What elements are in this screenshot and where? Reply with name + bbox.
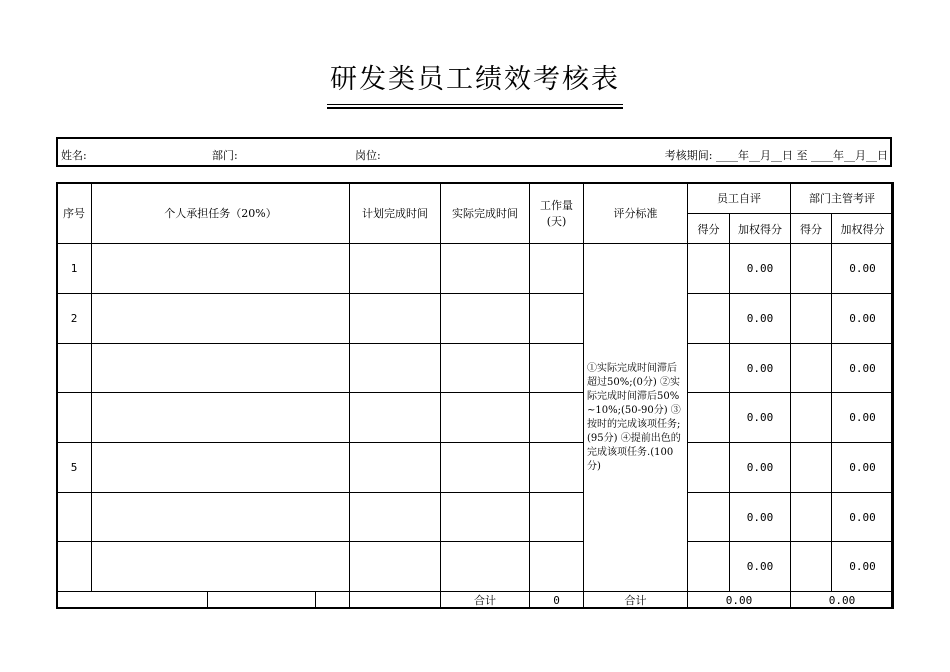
mgr-weighted-cell: 0.00 (832, 294, 894, 344)
actual-cell[interactable] (441, 393, 530, 443)
row-seq (57, 493, 92, 542)
self-score-cell[interactable] (688, 493, 730, 542)
mgr-weighted-cell: 0.00 (832, 244, 894, 294)
header-workload-unit: (天) (546, 215, 567, 228)
table-row (57, 493, 894, 542)
table-row (57, 294, 894, 344)
self-weighted-cell: 0.00 (730, 294, 791, 344)
actual-cell[interactable] (441, 542, 530, 592)
table-row (57, 443, 894, 493)
table-row (57, 244, 894, 294)
header-mgr-weighted: 加权得分 (832, 214, 894, 244)
workload-cell[interactable] (530, 443, 584, 493)
header-row-1 (57, 183, 894, 214)
total-blank-b (208, 592, 316, 609)
task-cell[interactable] (92, 443, 350, 493)
info-bar (56, 137, 892, 167)
criteria-text: ①实际完成时间滞后超过50%;(0分) ②实际完成时间滞后50%~10%;(50-90分) ③按时的完成该项任务;(95分) ④提前出色的完成该项任务.(100分) (584, 244, 688, 592)
task-cell[interactable] (92, 244, 350, 294)
actual-cell[interactable] (441, 344, 530, 393)
post-label: 岗位: (355, 149, 381, 162)
row-seq: 2 (57, 294, 92, 344)
self-weighted-cell: 0.00 (730, 493, 791, 542)
self-score-cell[interactable] (688, 542, 730, 592)
header-planned: 计划完成时间 (350, 183, 441, 244)
header-workload (530, 183, 584, 244)
performance-table (56, 182, 894, 609)
row-seq: 1 (57, 244, 92, 294)
self-score-cell[interactable] (688, 244, 730, 294)
header-mgr-eval: 部门主管考评 (791, 183, 894, 214)
header-self-score: 得分 (688, 214, 730, 244)
row-seq: 5 (57, 443, 92, 493)
workload-cell[interactable] (530, 294, 584, 344)
self-weighted-cell: 0.00 (730, 244, 791, 294)
mgr-weighted-cell: 0.00 (832, 493, 894, 542)
table-row (57, 344, 894, 393)
actual-cell[interactable] (441, 244, 530, 294)
form-title: 研发类员工绩效考核表 (330, 64, 620, 95)
table-row (57, 393, 894, 443)
header-task: 个人承担任务（20%） (92, 183, 350, 244)
header-mgr-score: 得分 (791, 214, 832, 244)
header-seq: 序号 (57, 183, 92, 244)
task-cell[interactable] (92, 344, 350, 393)
workload-cell[interactable] (530, 244, 584, 294)
task-cell[interactable] (92, 393, 350, 443)
actual-cell[interactable] (441, 294, 530, 344)
total-label: 合计 (441, 592, 530, 609)
total-label-2: 合计 (584, 592, 688, 609)
header-actual: 实际完成时间 (441, 183, 530, 244)
planned-cell[interactable] (350, 344, 441, 393)
mgr-weighted-cell: 0.00 (832, 443, 894, 493)
workload-cell[interactable] (530, 393, 584, 443)
self-total: 0.00 (688, 592, 791, 609)
actual-cell[interactable] (441, 493, 530, 542)
workload-cell[interactable] (530, 493, 584, 542)
self-weighted-cell: 0.00 (730, 443, 791, 493)
workload-cell[interactable] (530, 542, 584, 592)
total-blank-a (57, 592, 208, 609)
mgr-total: 0.00 (791, 592, 894, 609)
row-seq (57, 542, 92, 592)
self-score-cell[interactable] (688, 344, 730, 393)
mgr-score-cell[interactable] (791, 344, 832, 393)
mgr-weighted-cell: 0.00 (832, 344, 894, 393)
header-workload-label: 工作量 (540, 199, 574, 212)
self-score-cell[interactable] (688, 443, 730, 493)
planned-cell[interactable] (350, 493, 441, 542)
self-score-cell[interactable] (688, 294, 730, 344)
header-criteria: 评分标准 (584, 183, 688, 244)
self-score-cell[interactable] (688, 393, 730, 443)
name-label: 姓名: (61, 149, 87, 162)
mgr-score-cell[interactable] (791, 393, 832, 443)
mgr-weighted-cell: 0.00 (832, 542, 894, 592)
dept-label: 部门: (212, 149, 238, 162)
mgr-score-cell[interactable] (791, 542, 832, 592)
mgr-score-cell[interactable] (791, 244, 832, 294)
mgr-score-cell[interactable] (791, 294, 832, 344)
self-weighted-cell: 0.00 (730, 344, 791, 393)
period-label: 考核期间: ____年__月__日 至 ____年__月__日 (664, 149, 888, 162)
total-blank-d (350, 592, 441, 609)
planned-cell[interactable] (350, 294, 441, 344)
total-blank-c (316, 592, 350, 609)
self-weighted-cell: 0.00 (730, 393, 791, 443)
self-weighted-cell: 0.00 (730, 542, 791, 592)
header-self-weighted: 加权得分 (730, 214, 791, 244)
planned-cell[interactable] (350, 244, 441, 294)
mgr-score-cell[interactable] (791, 443, 832, 493)
planned-cell[interactable] (350, 393, 441, 443)
task-cell[interactable] (92, 493, 350, 542)
task-cell[interactable] (92, 294, 350, 344)
mgr-weighted-cell: 0.00 (832, 393, 894, 443)
header-self-eval: 员工自评 (688, 183, 791, 214)
mgr-score-cell[interactable] (791, 493, 832, 542)
row-seq (57, 393, 92, 443)
total-row (57, 592, 894, 609)
table-row (57, 542, 894, 592)
planned-cell[interactable] (350, 443, 441, 493)
workload-cell[interactable] (530, 344, 584, 393)
workload-total: 0 (530, 592, 584, 609)
planned-cell[interactable] (350, 542, 441, 592)
actual-cell[interactable] (441, 443, 530, 493)
row-seq (57, 344, 92, 393)
task-cell[interactable] (92, 542, 350, 592)
title-underline (327, 104, 623, 109)
